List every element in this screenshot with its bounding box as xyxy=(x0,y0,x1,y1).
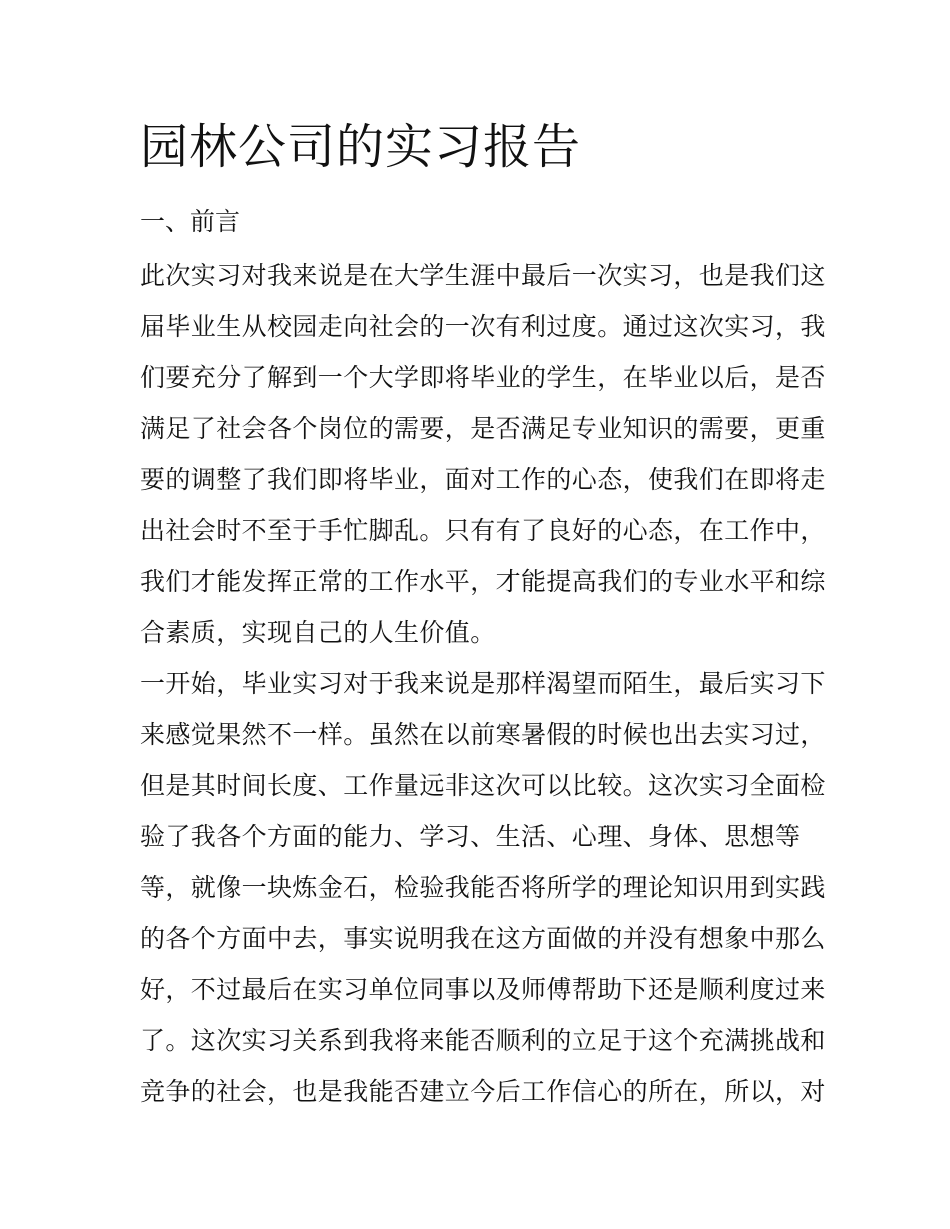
text-line: 我们才能发挥正常的工作水平，才能提高我们的专业水平和综 xyxy=(140,567,826,596)
text-line: 满足了社会各个岗位的需要，是否满足专业知识的需要，更重 xyxy=(140,414,826,443)
text-line: 好，不过最后在实习单位同事以及师傅帮助下还是顺利度过来 xyxy=(140,975,826,1004)
text-line: 的各个方面中去，事实说明我在这方面做的并没有想象中那么 xyxy=(140,924,826,953)
text-line: 等，就像一块炼金石，检验我能否将所学的理论知识用到实践 xyxy=(140,873,826,902)
text-line: 一开始，毕业实习对于我来说是那样渴望而陌生，最后实习下 xyxy=(140,669,826,698)
document-title: 园林公司的实习报告 xyxy=(140,119,582,175)
section-heading: 一、前言 xyxy=(140,207,241,236)
text-line: 合素质，实现自己的人生价值。 xyxy=(140,618,496,647)
text-line: 竞争的社会，也是我能否建立今后工作信心的所在，所以，对 xyxy=(140,1077,826,1106)
body-text xyxy=(140,250,826,1117)
text-line: 们要充分了解到一个大学即将毕业的学生，在毕业以后，是否 xyxy=(140,363,826,392)
text-line: 来感觉果然不一样。虽然在以前寒暑假的时候也出去实习过， xyxy=(140,720,826,749)
text-line: 要的调整了我们即将毕业，面对工作的心态，使我们在即将走 xyxy=(140,465,826,494)
text-line: 了。这次实习关系到我将来能否顺利的立足于这个充满挑战和 xyxy=(140,1026,826,1055)
text-line: 验了我各个方面的能力、学习、生活、心理、身体、思想等 xyxy=(140,822,801,851)
text-line: 但是其时间长度、工作量远非这次可以比较。这次实习全面检 xyxy=(140,771,826,800)
text-line: 出社会时不至于手忙脚乱。只有有了良好的心态，在工作中， xyxy=(140,516,826,545)
text-line: 此次实习对我来说是在大学生涯中最后一次实习，也是我们这 xyxy=(140,261,826,290)
text-line: 届毕业生从校园走向社会的一次有利过度。通过这次实习，我 xyxy=(140,312,826,341)
